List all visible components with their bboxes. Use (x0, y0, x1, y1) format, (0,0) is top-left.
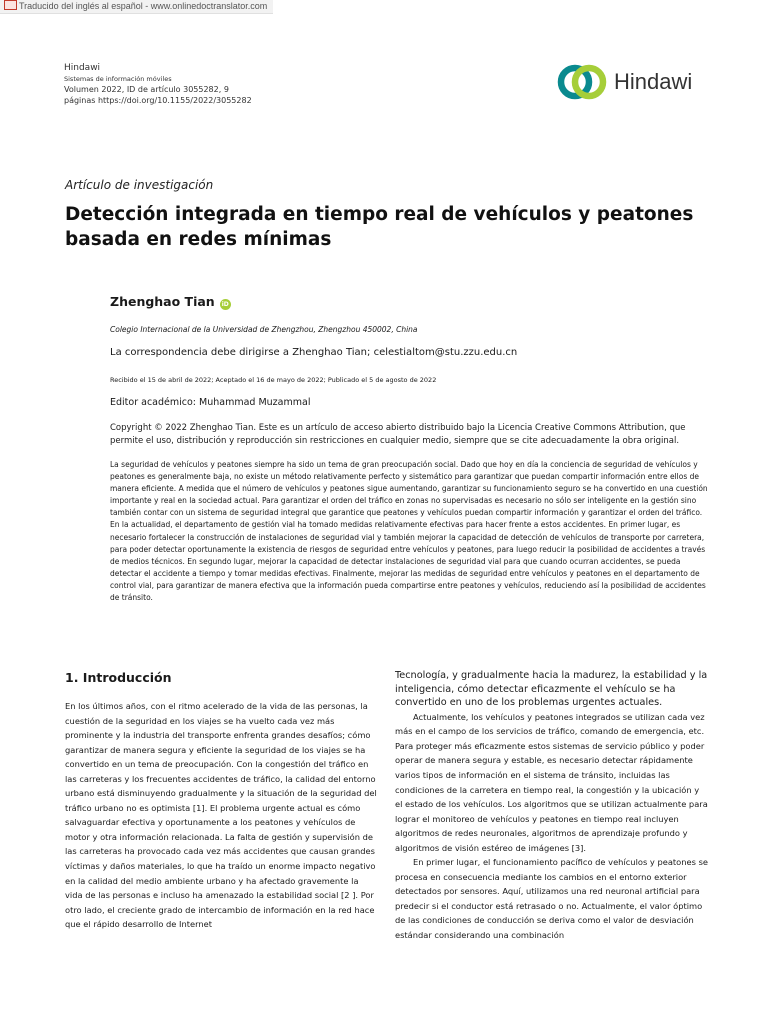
doi-line[interactable]: páginas https://doi.org/10.1155/2022/3055282 (64, 96, 252, 105)
hindawi-logo-icon (556, 62, 608, 102)
right-column (395, 669, 709, 943)
journal-subtitle: Sistemas de información móviles (64, 75, 172, 83)
journal-name: Hindawi (64, 63, 101, 73)
intro-paragraph-continued: Tecnología, y gradualmente hacia la madurez, la estabilidad y la inteligencia, cómo detectar eficazmente el vehículo se ha convertido en uno de los problemas urgentes actuales. (395, 670, 708, 709)
author-line (110, 294, 231, 310)
correspondence: La correspondencia debe dirigirse a Zhenghao Tian; celestialtom@stu.zzu.edu.cn (110, 347, 518, 358)
section-heading-introduction: 1. Introducción (65, 670, 172, 685)
journal-header (64, 62, 252, 106)
hindawi-logo (556, 62, 692, 102)
left-column (65, 699, 377, 932)
academic-editor: Editor académico: Muhammad Muzammal (110, 397, 311, 408)
article-type: Artículo de investigación (65, 178, 214, 192)
orcid-icon[interactable]: iD (221, 301, 229, 308)
logo-wordmark: Hindawi (614, 69, 693, 94)
volume-line: Volumen 2022, ID de artículo 3055282, 9 (64, 85, 229, 94)
translator-flag-icon (4, 0, 17, 10)
intro-paragraph-1: En los últimos años, con el ritmo acelerado de la vida de las personas, la cuestión de la seguridad en los viajes se ha vuelto cada vez más prominente y la industria del transporte enfrenta grandes desafíos; cómo garantizar de manera segura y eficiente la seguridad de los viajes se ha convertido en un tema de preocupación. Con la congestión del tráfico en las carreteras y los frecuentes accidentes de tráfico, la calidad del entorno urbano está disminuyendo gradualmente y la situación de la seguridad del tráfico urbano no es optimista [1]. El problema urgente actual es cómo salvaguardar efectiva y oportunamente a los peatones y vehículos de motor y otra información relacionada. La falta de gestión y supervisión de las carreteras ha provocado cada vez más accidentes que causan grandes víctimas y daños materiales, lo que ha traído un enorme impacto negativo en la calidad del medio ambiente urbano y ha afectado gravemente la vida de las personas e incluso ha amenazado la estabilidad social [2 ]. Por otro lado, el creciente grado de intercambio de información en la red hace que el rápido desarrollo de Internet (65, 701, 377, 930)
banner-text[interactable]: Traducido del inglés al español - www.onlinedoctranslator.com (19, 1, 268, 11)
copyright-notice: Copyright © 2022 Zhenghao Tian. Este es un artículo de acceso abierto distribuido bajo la Licencia Creative Commons Attribution, que permite el uso, distribución y reproducción sin restricciones en cualquier medio, siempre que se cite adecuadamente la obra original. (110, 423, 686, 446)
intro-paragraph-3: En primer lugar, el funcionamiento pacífico de vehículos y peatones se procesa en consecuencia mediante los cambios en el entorno exterior detectados por sensores. Aquí, utilizamos una red neuronal artificial para predecir si el conductor está retrasado o no. Actualmente, el valor óptimo de las condiciones de conducción se deriva como el valor de desviación estándar considerando una combinación (395, 857, 708, 940)
translation-banner[interactable] (0, 0, 273, 14)
intro-paragraph-2: Actualmente, los vehículos y peatones integrados se utilizan cada vez más en el campo de los servicios de tráfico, comando de emergencia, etc. Para proteger más eficazmente estos sistemas de servicio público y poder operar de manera segura y estable, es necesario detectar rápidamente varios tipos de información en el sistema de tránsito, incluidas las condiciones de la carretera en tiempo real, la congestión y la ubicación y el estado de los vehículos. Los algoritmos que se utilizan actualmente para lograr el monitoreo de vehículos y peatones en tiempo real incluyen algoritmos de redes neuronales, algoritmos de aprendizaje profundo y algoritmos de visión estéreo de imágenes [3]. (395, 711, 708, 853)
abstract: La seguridad de vehículos y peatones siempre ha sido un tema de gran preocupación social. Dado que hoy en día la conciencia de seguridad de vehículos y peatones es generalmente baja, no existe un método relativamente perfecto y sistemático para garantizar que puedan compartir información entre ellos de manera eficiente. A medida que el número de vehículos y peatones sigue aumentando, garantizar su funcionamiento seguro se ha convertido en una cuestión importante y real en la sociedad actual. Para garantizar el orden del tráfico en zonas no supervisadas es necesario no sólo ser inteligente en la gestión sino también contar con un sistema de seguridad integral que garantice que peatones y vehículos puedan compartir información y garantizar el orden del tráfico. En la actualidad, el departamento de gestión vial ha tomado medidas relativamente efectivas para hacer frente a estos accidentes. En primer lugar, es necesario fortalecer la construcción de instalaciones de seguridad vial y también mejorar la capacidad de detección de vehículos de transporte por carretera, para poder detectar oportunamente la existencia de riesgos de seguridad entre vehículos y peatones, para luego reducir la posibilidad de accidentes a través de medios técnicos. En segundo lugar, mejorar la capacidad de detectar instalaciones de seguridad vial para que cuando ocurran accidentes, se pueda detectar el accidente a tiempo y tomar medidas efectivas. Finalmente, mejorar las medidas de seguridad entre vehículos y peatones en el departamento de control vial, para garantizar de manera efectiva que la información pueda compartirse entre peatones y vehículos, reduciendo así la posibilidad de accidentes de tránsito. (110, 460, 708, 603)
author-name: Zhenghao Tian (110, 294, 215, 309)
affiliation: Colegio Internacional de la Universidad de Zhengzhou, Zhengzhou 450002, China (110, 325, 418, 334)
publication-dates: Recibido el 15 de abril de 2022; Aceptado el 16 de mayo de 2022; Publicado el 5 de agosto de 2022 (110, 376, 437, 384)
article-title: Detección integrada en tiempo real de vehículos y peatones basada en redes mínimas (65, 204, 694, 250)
